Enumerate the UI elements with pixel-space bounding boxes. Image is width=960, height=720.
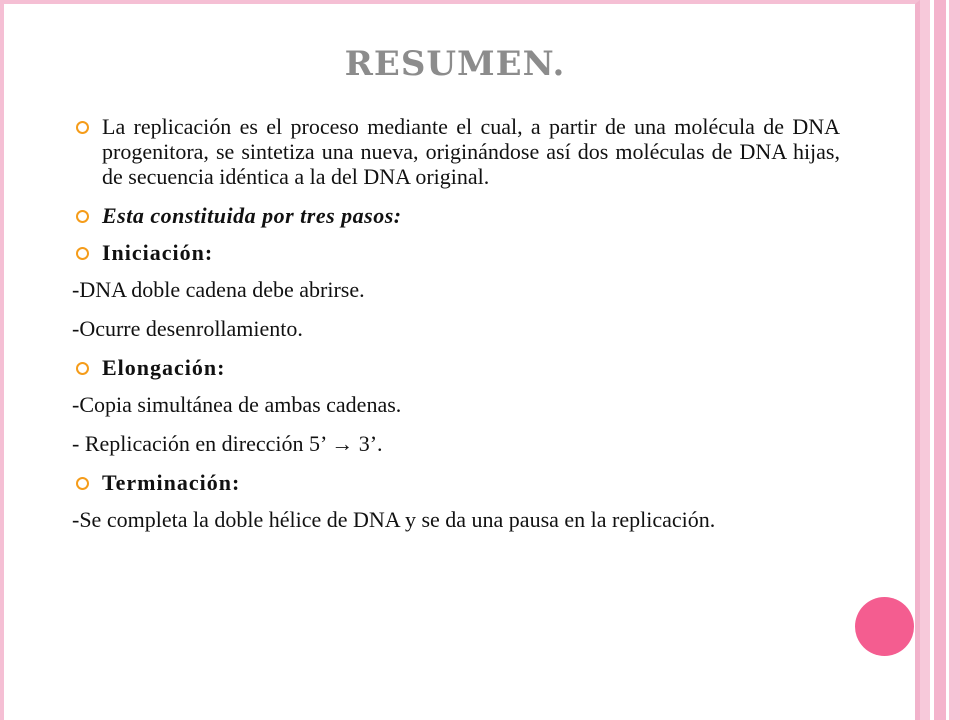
decorative-stripe bbox=[949, 0, 960, 720]
bullet-steps-heading bbox=[72, 203, 840, 228]
termination-item: -Se completa la doble hélice de DNA y se da una pausa en la replicación. bbox=[72, 507, 716, 532]
slide-title: RESUMEN. bbox=[344, 44, 566, 84]
bullet-circle-icon bbox=[76, 362, 89, 375]
bullet-circle-icon bbox=[76, 210, 89, 223]
bullet-initiation bbox=[72, 240, 840, 265]
termination-heading: Terminación: bbox=[102, 470, 241, 495]
initiation-item: -Ocurre desenrollamiento. bbox=[72, 316, 303, 341]
steps-heading: Esta constituida por tres pasos: bbox=[102, 203, 402, 228]
elongation-item: - Replicación en dirección 5’ → 3’. bbox=[72, 431, 383, 456]
elongation-heading: Elongación: bbox=[102, 355, 226, 380]
bullet-termination bbox=[72, 470, 840, 495]
pink-circle-decoration bbox=[855, 597, 914, 656]
decorative-stripe bbox=[920, 0, 930, 720]
bullet-elongation bbox=[72, 355, 840, 380]
slide-body bbox=[72, 114, 840, 546]
bullet-circle-icon bbox=[76, 477, 89, 490]
decorative-stripe bbox=[934, 0, 946, 720]
initiation-heading: Iniciación: bbox=[102, 240, 214, 265]
intro-text: La replicación es el proceso mediante el cual, a partir de una molécula de DNA progenitora, se sintetiza una nueva, originándose así dos moléculas de DNA hijas, de secuencia idéntica a la del DNA original. bbox=[102, 114, 840, 189]
bullet-circle-icon bbox=[76, 247, 89, 260]
initiation-item: -DNA doble cadena debe abrirse. bbox=[72, 277, 365, 302]
bullet-intro bbox=[72, 114, 840, 189]
elongation-item: -Copia simultánea de ambas cadenas. bbox=[72, 392, 402, 417]
bullet-circle-icon bbox=[76, 121, 89, 134]
